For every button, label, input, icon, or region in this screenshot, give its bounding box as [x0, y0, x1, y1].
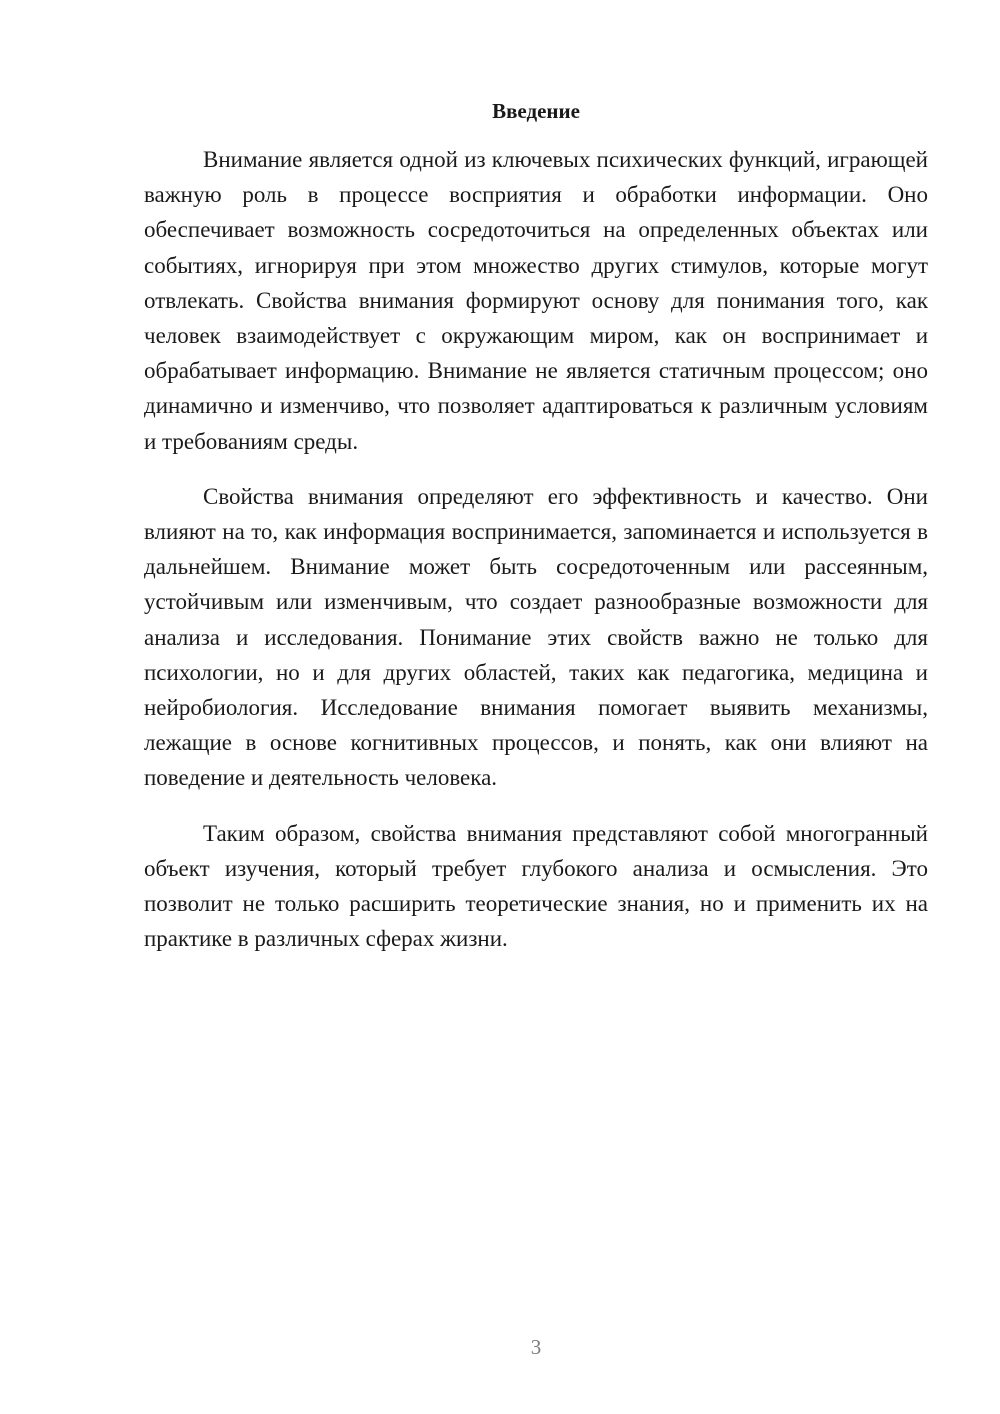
paragraph-3: Таким образом, свойства внимания представляют собой многогранный объект изучения, который требует глубокого анализа и осмысления. Это позволит не только расширить теоретические знания, но и применить их на практике в различных сферах жизни.	[144, 820, 928, 952]
page-number: 3	[530, 1335, 542, 1359]
body-text	[144, 142, 928, 976]
paragraph-1: Внимание является одной из ключевых психических функций, играющей важную роль в процессе восприятия и обработки информации. Оно обеспечивает возможность сосредоточиться на определенных объектах или событиях, игнорируя при этом множество других стимулов, которые могут отвлекать. Свойства внимания формируют основу для понимания того, как человек взаимодействует с окружающим миром, как он воспринимает и обрабатывает информацию. Внимание не является статичным процессом; оно динамично и изменчиво, что позволяет адаптироваться к различным условиям и требованиям среды.	[144, 147, 928, 454]
paragraph-2: Свойства внимания определяют его эффективность и качество. Они влияют на то, как информация воспринимается, запоминается и используется в дальнейшем. Внимание может быть сосредоточенным или рассеянным, устойчивым или изменчивым, что создает разнообразные возможности для анализа и исследования. Понимание этих свойств важно не только для психологии, но и для других областей, таких как педагогика, медицина и нейробиология. Исследование внимания помогает выявить механизмы, лежащие в основе когнитивных процессов, и понять, как они влияют на поведение и деятельность человека.	[144, 483, 928, 791]
section-heading: Введение	[492, 99, 580, 123]
